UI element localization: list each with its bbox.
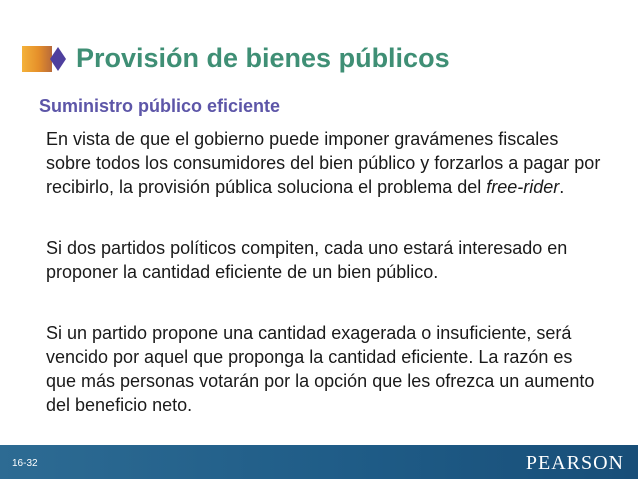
paragraph-1-text: En vista de que el gobierno puede imponer gravámenes fiscales sobre todos los consumidores del bien público y forzarlos a pagar por recibirlo, la provisión pública soluciona el problema del (46, 129, 601, 197)
footer-bar (0, 445, 638, 479)
paragraph-2: Si dos partidos políticos compiten, cada uno estará interesado en proponer la cantidad eficiente de un bien público. (46, 238, 568, 282)
title-decoration-icon (22, 44, 68, 74)
pearson-logo: PEARSON (525, 452, 624, 474)
slide-title: Provisión de bienes públicos (76, 43, 450, 73)
free-rider-term: free-rider (486, 177, 560, 197)
paragraph-1-end: . (559, 177, 565, 197)
slide-number: 16-32 (12, 458, 38, 469)
paragraph-3: Si un partido propone una cantidad exagerada o insuficiente, será vencido por aquel que proponga la cantidad eficiente. La razón es que más personas votarán por la opción que les ofrezca un aumento del beneficio neto. (46, 323, 595, 415)
slide-subtitle: Suministro público eficiente (39, 96, 281, 116)
paragraph-1 (46, 127, 606, 199)
